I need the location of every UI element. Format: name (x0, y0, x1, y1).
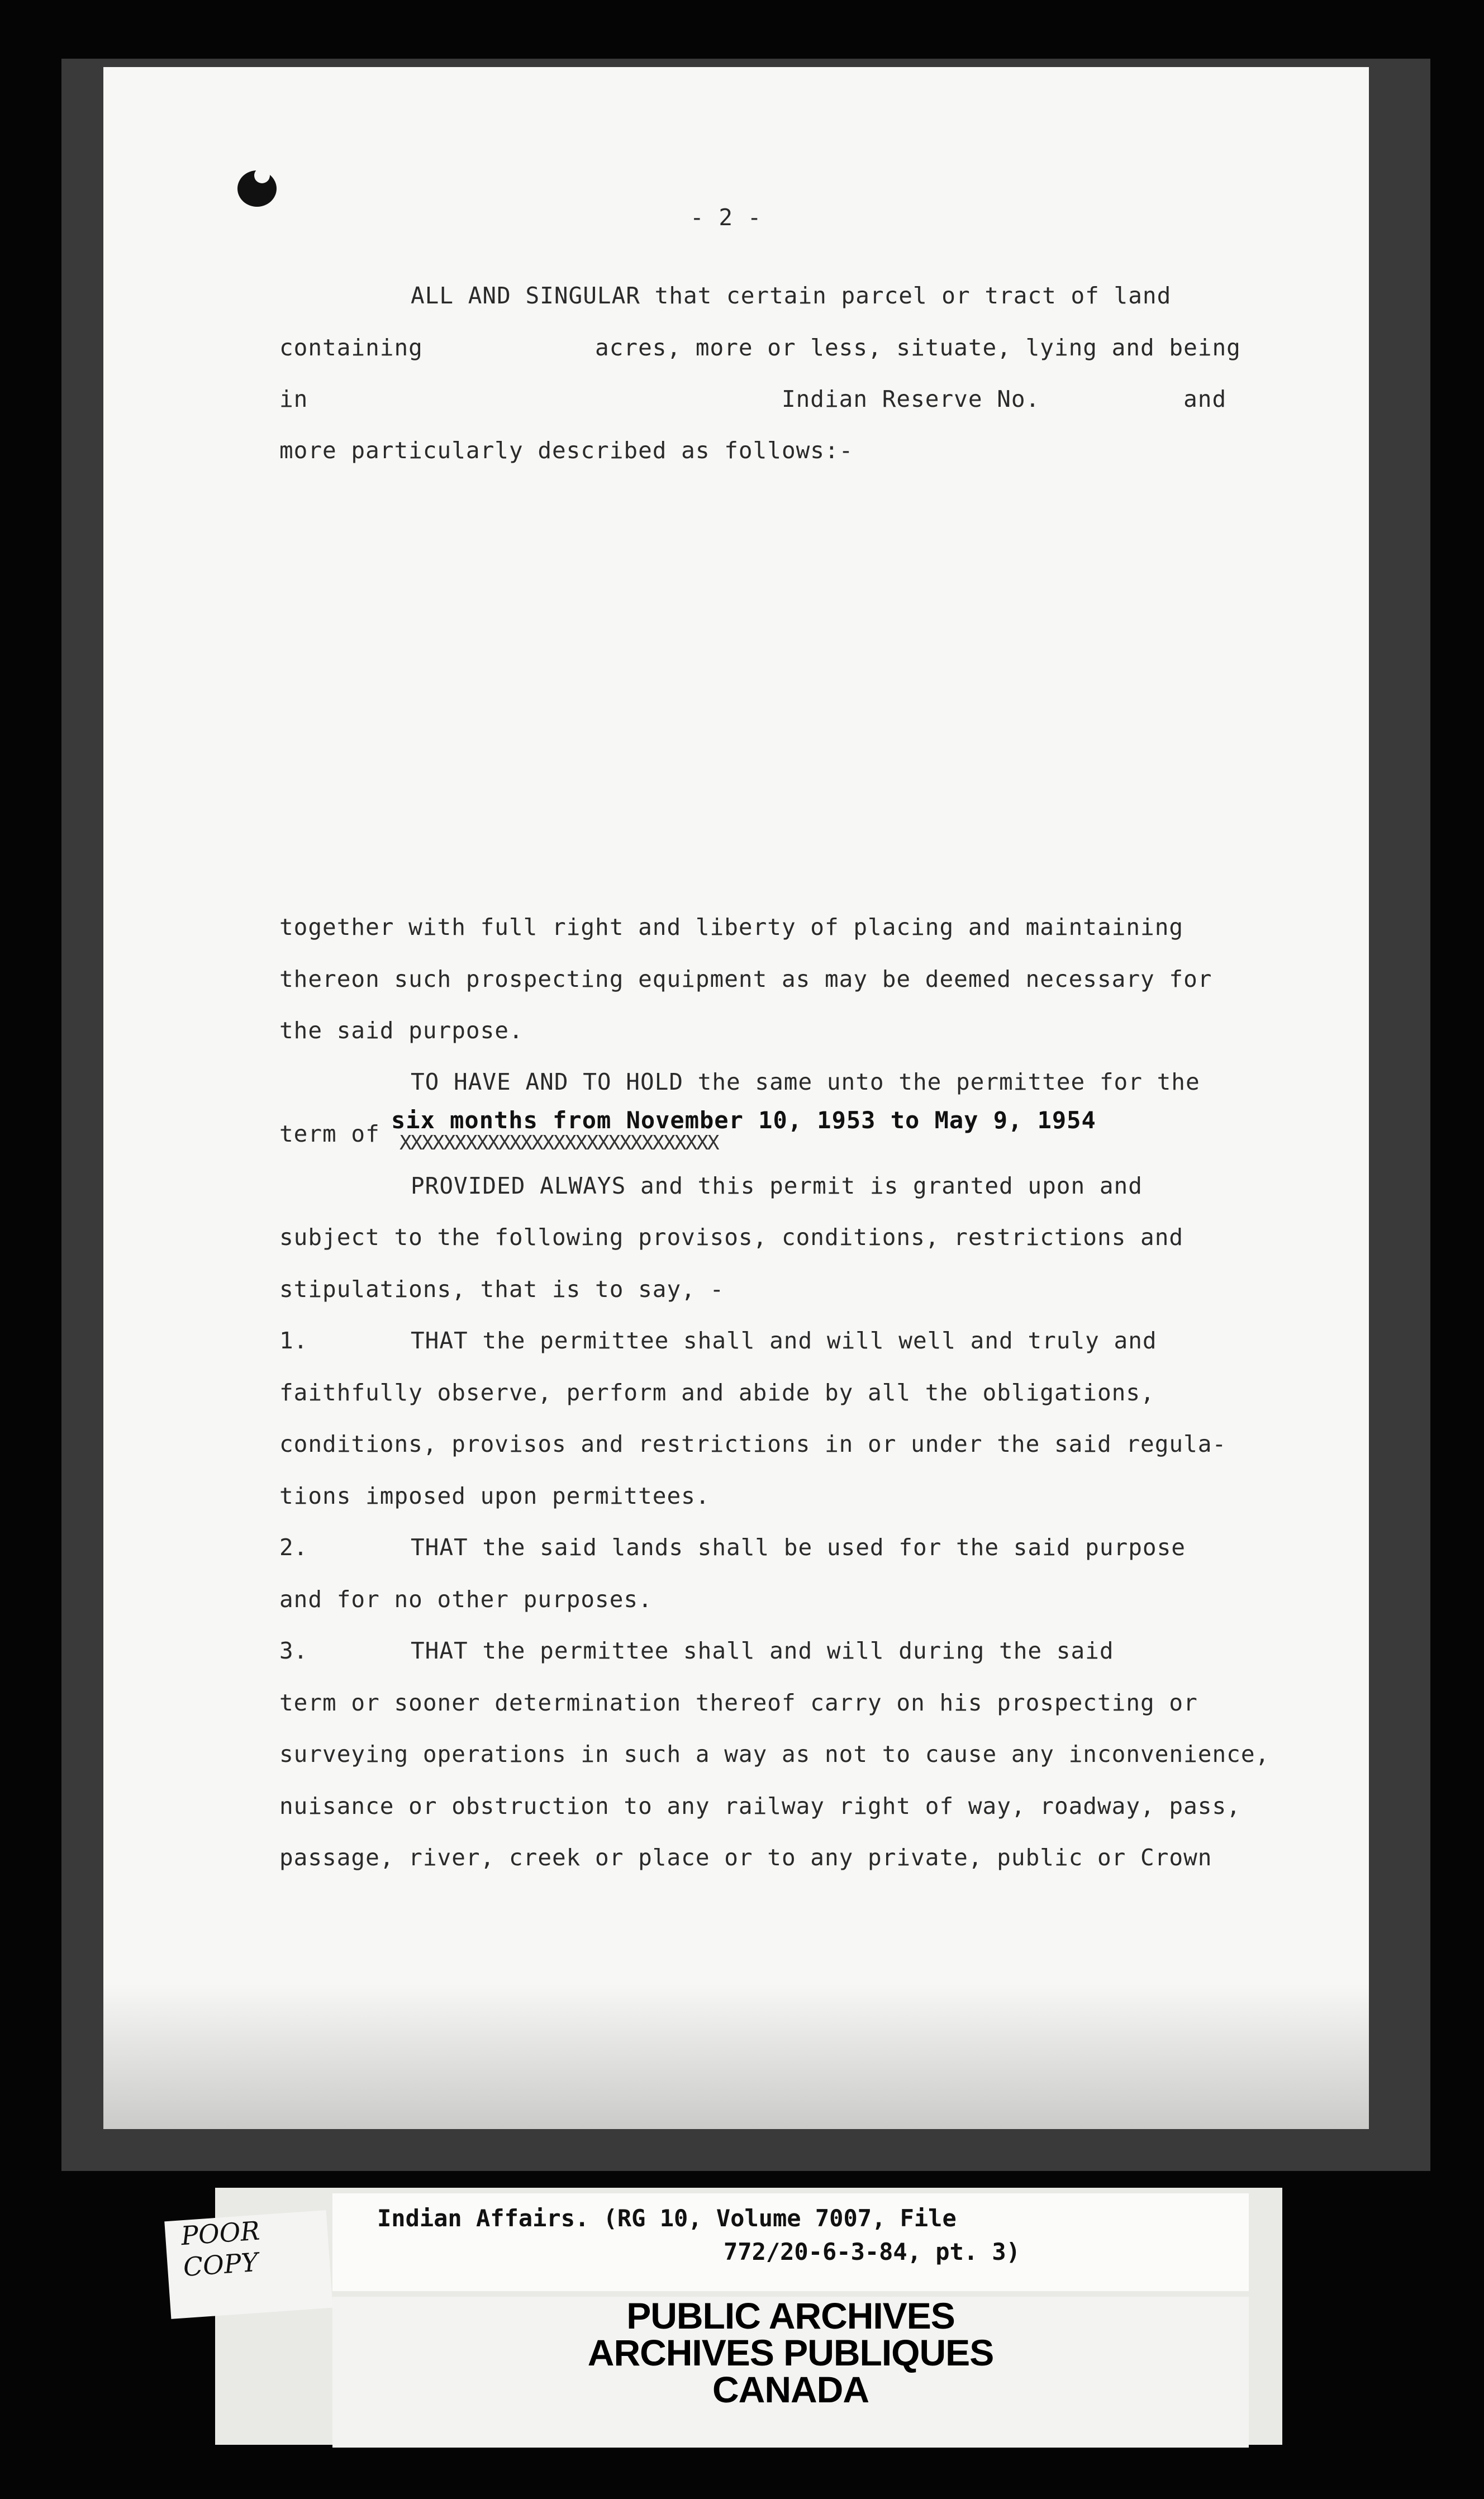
text-line: conditions, provisos and restrictions in or under the said regula- (279, 1431, 1227, 1457)
text-line: and for no other purposes. (279, 1586, 653, 1613)
text-line: in Indian Reserve No. and (279, 386, 1227, 412)
clause-number: 1. (279, 1327, 308, 1354)
text-line: term of (279, 1120, 380, 1147)
text-line: faithfully observe, perform and abide by all the obligations, (279, 1379, 1155, 1406)
scan-grain (103, 1984, 1369, 2129)
text-line: more particularly described as follows:- (279, 437, 854, 464)
text-line: term or sooner determination thereof carry on his prospecting or (279, 1689, 1198, 1716)
poor-copy-line: COPY (182, 2246, 259, 2283)
text-line: tions imposed upon permittees. (279, 1483, 710, 1509)
stamp-line: CANADA (712, 2369, 869, 2410)
stamp-line: PUBLIC ARCHIVES (626, 2295, 955, 2336)
text-line: containing acres, more or less, situate, lying and being (279, 334, 1241, 361)
text-line: passage, river, creek or place or to any private, public or Crown (279, 1844, 1212, 1871)
clause-number: 3. (279, 1637, 308, 1664)
archive-reference-line: Indian Affairs. (RG 10, Volume 7007, File (377, 2205, 957, 2232)
text-line: THAT the permittee shall and will during the said (411, 1637, 1114, 1664)
text-line: PROVIDED ALWAYS and this permit is granted upon and (411, 1172, 1143, 1199)
text-line: surveying operations in such a way as not to cause any inconvenience, (279, 1741, 1270, 1768)
ink-blot (254, 168, 270, 183)
stamp-line: ARCHIVES PUBLIQUES (587, 2332, 994, 2373)
archive-reference-line: 772/20-6-3-84, pt. 3) (724, 2238, 1021, 2265)
text-line: thereon such prospecting equipment as may be deemed necessary for (279, 966, 1212, 992)
struck-text: XXXXXXXXXXXXXXXXXXXXXXXXXXXXX (399, 1132, 719, 1155)
archive-reference-label (332, 2193, 1249, 2291)
poor-copy-line: POOR (180, 2215, 261, 2251)
text-line: THAT the said lands shall be used for the said purpose (411, 1534, 1186, 1561)
text-line: nuisance or obstruction to any railway right of way, roadway, pass, (279, 1793, 1241, 1819)
text-line: ALL AND SINGULAR that certain parcel or tract of land (411, 282, 1172, 309)
text-line: subject to the following provisos, conditions, restrictions and (279, 1224, 1184, 1251)
text-line: together with full right and liberty of placing and maintaining (279, 914, 1184, 940)
text-line: THAT the permittee shall and will well and truly and (411, 1327, 1157, 1354)
text-line: stipulations, that is to say, - (279, 1276, 725, 1303)
public-archives-stamp (332, 2297, 1249, 2448)
document-page (103, 67, 1369, 2129)
clause-number: 2. (279, 1534, 308, 1561)
poor-copy-note (164, 2210, 333, 2319)
text-line: the said purpose. (279, 1017, 524, 1044)
term-insert: six months from November 10, 1953 to May 9, 1954 (391, 1106, 1096, 1134)
text-line: TO HAVE AND TO HOLD the same unto the permittee for the (411, 1068, 1200, 1095)
page-number: - 2 - (690, 204, 762, 231)
